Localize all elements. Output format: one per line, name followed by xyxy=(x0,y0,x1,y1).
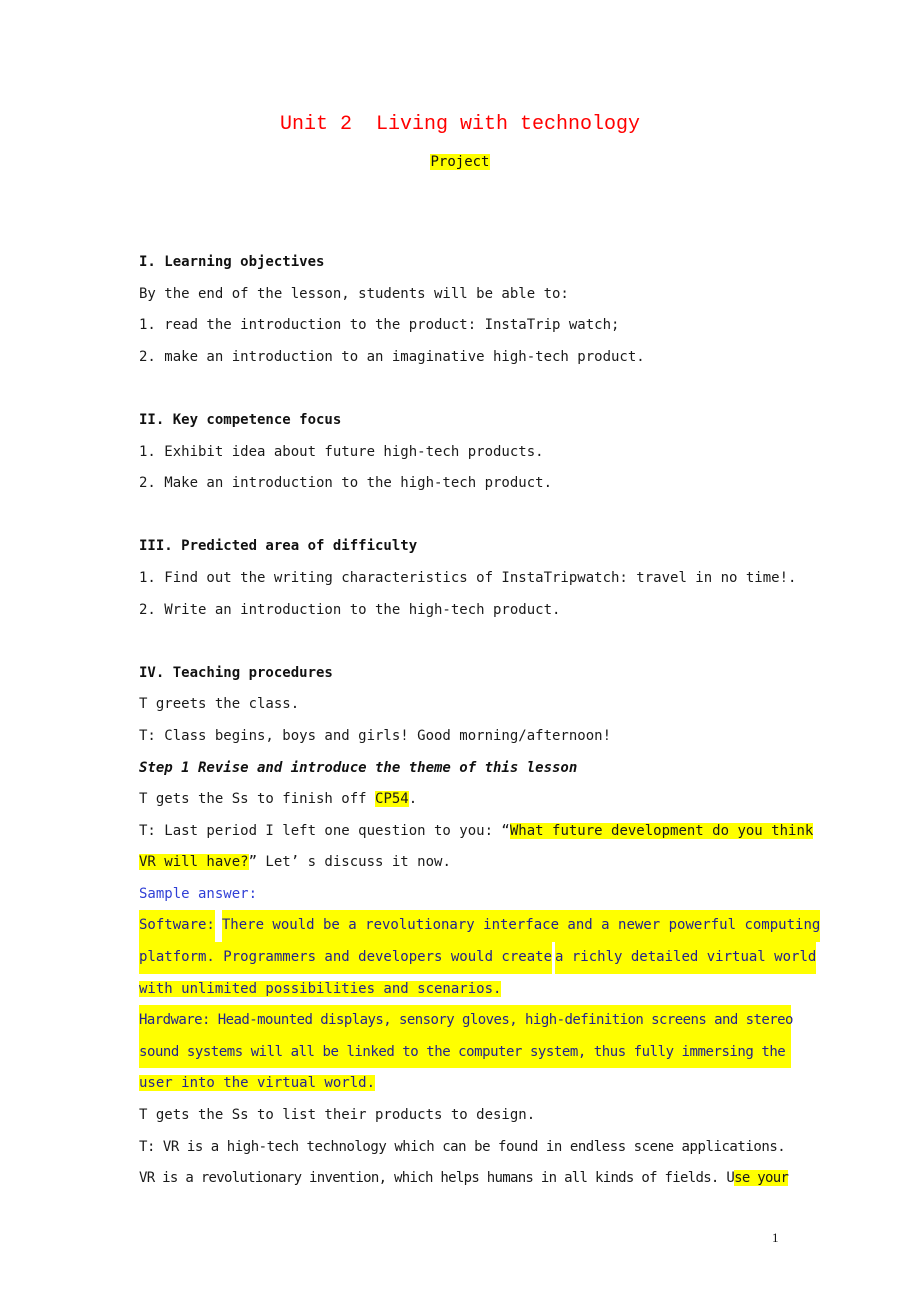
hardware-text-1: Hardware: Head-mounted displays, sensory gloves, high-definition screens and stereo xyxy=(139,1005,791,1037)
hardware-line-2 xyxy=(139,1037,791,1069)
hardware-text-2: sound systems will all be linked to the computer system, thus fully immersing the xyxy=(139,1037,791,1069)
procedure-list-products: T gets the Ss to list their products to design. xyxy=(139,1107,536,1124)
software-text-3: with unlimited possibilities and scenarios. xyxy=(139,980,502,997)
competence-item: 2. Make an introduction to the high-tech product. xyxy=(139,475,553,492)
page-number: 1 xyxy=(772,1230,779,1245)
section-heading-difficulty: III. Predicted area of difficulty xyxy=(139,538,418,555)
competence-item: 1. Exhibit idea about future high-tech products. xyxy=(139,443,544,460)
section-heading-procedures: IV. Teaching procedures xyxy=(139,664,333,681)
finish-highlight: CP54 xyxy=(375,791,409,808)
software-text-1: There would be a revolutionary interface and a newer powerful computing xyxy=(222,910,820,942)
software-line-2 xyxy=(139,942,817,974)
question-prefix: T: Last period I left one question to you: “ xyxy=(139,822,510,839)
procedure-vr-line-1: T: VR is a high-tech technology which can be found in endless scene applications. xyxy=(139,1138,786,1155)
finish-suffix: . xyxy=(408,791,418,808)
question-line-1 xyxy=(139,816,814,848)
vr-line-2-prefix: VR is a revolutionary invention, which helps humans in all kinds of fields. U xyxy=(139,1170,735,1187)
objectives-intro: By the end of the lesson, students will be able to: xyxy=(139,285,569,302)
document-title: Unit 2 Living with technology xyxy=(279,113,641,136)
spacer xyxy=(139,626,791,658)
question-highlight-1: What future development do you think xyxy=(509,822,814,839)
vr-line-2-highlight: se your xyxy=(734,1170,789,1187)
software-text-2a: platform. Programmers and developers would create xyxy=(139,942,552,974)
sample-answer-label: Sample answer: xyxy=(139,885,258,902)
objective-item: 2. make an introduction to an imaginative high-tech product. xyxy=(139,348,645,365)
software-line-1 xyxy=(139,910,821,942)
objective-item: 1. read the introduction to the product: InstaTrip watch; xyxy=(139,317,620,334)
spacer xyxy=(139,373,791,405)
software-label: Software: xyxy=(139,910,215,942)
section-heading-competence: II. Key competence focus xyxy=(139,411,342,428)
section-heading-objectives: I. Learning objectives xyxy=(139,254,325,270)
document-subtitle xyxy=(0,154,920,170)
hardware-line-3 xyxy=(139,1068,791,1100)
hardware-line-1 xyxy=(139,1005,791,1037)
procedure-greet: T greets the class. xyxy=(139,696,300,713)
question-highlight-2: VR will have? xyxy=(139,854,249,871)
difficulty-item: 2. Write an introduction to the high-tech product. xyxy=(139,601,561,618)
procedure-vr-line-2 xyxy=(139,1163,791,1195)
difficulty-item: 1. Find out the writing characteristics of InstaTripwatch: travel in no time!. xyxy=(139,569,797,586)
finish-prefix: T gets the Ss to finish off xyxy=(139,791,376,808)
document-body xyxy=(139,247,821,1195)
procedure-greeting-line: T: Class begins, boys and girls! Good morning/afternoon! xyxy=(139,727,612,744)
step-1-title: Step 1 Revise and introduce the theme of this lesson xyxy=(139,759,578,776)
question-line-2 xyxy=(139,847,791,879)
spacer xyxy=(139,500,791,532)
hardware-text-3: user into the virtual world. xyxy=(139,1075,376,1092)
software-line-3 xyxy=(139,974,791,1006)
subtitle-highlight: Project xyxy=(430,154,490,170)
procedure-finish-line xyxy=(139,784,791,816)
software-text-2b: a richly detailed virtual world xyxy=(555,942,816,974)
question-suffix: ” Let’ s discuss it now. xyxy=(248,854,451,871)
